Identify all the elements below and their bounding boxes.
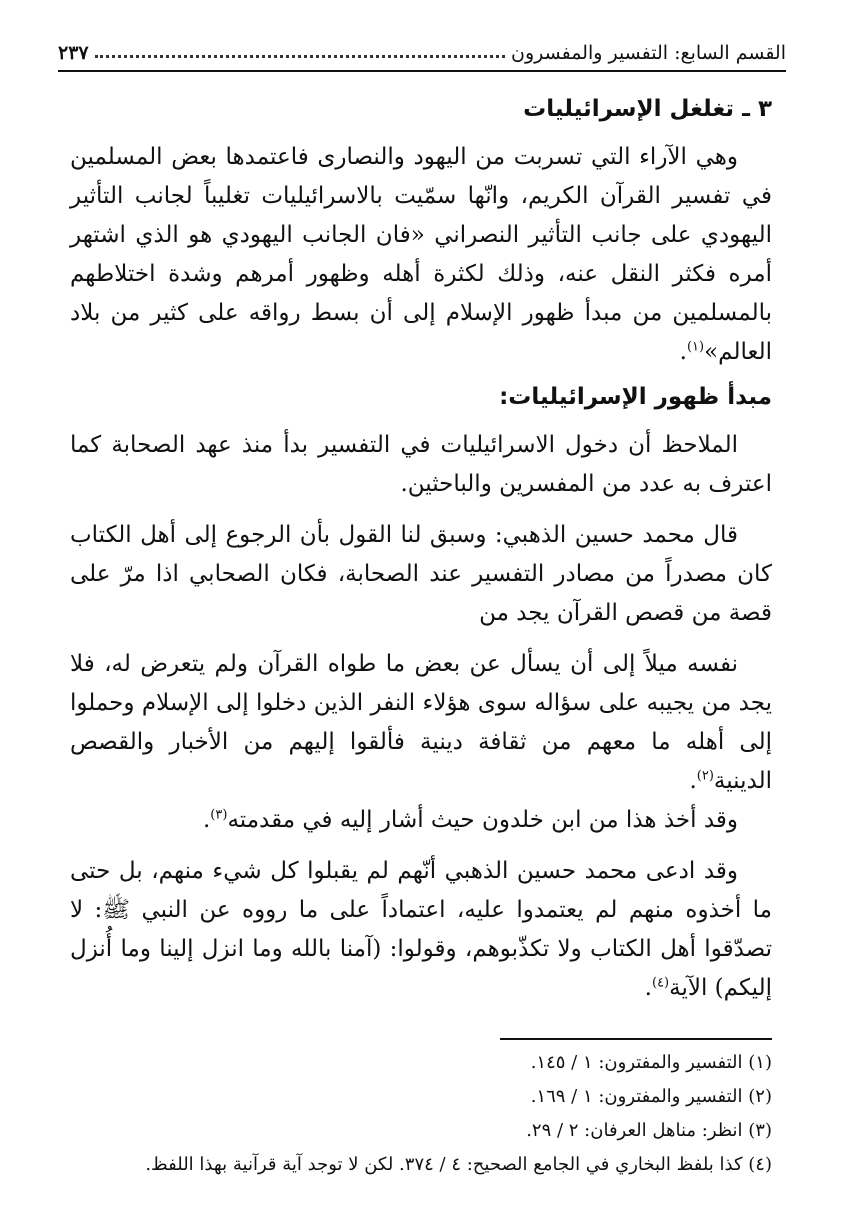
- paragraph-6: وقد ادعى محمد حسين الذهبي أنّهم لم يقبلوا كل شيء منهم، بل حتى ما أخذوه منهم لم يعتمدوا عليه، اعتماداً على ما رووه عن النبي ﷺ: لا تصدّقوا أهل الكتاب ولا تكذّبوهم، وقولوا: (آمنا بالله وما انزل إلينا وما أُنزل إليكم) الآية$^{(٤)}$.: [70, 858, 772, 1001]
- footnote-divider: [500, 1038, 772, 1040]
- footnote-ref-4: (٤): [651, 975, 670, 991]
- section-heading: ٣ ـ تغلغل الإسرائيليات: [523, 96, 772, 122]
- footnotes: [70, 1046, 772, 1182]
- paragraph-1: وهي الآراء التي تسربت من اليهود والنصارى فاعتمدها بعض المسلمين في تفسير القرآن الكريم، وانّها سمّيت بالاسرائيليات تغليباً لجانب التأثير اليهودي على جانب التأثير النصراني «فان الجانب اليهودي هو الذي اشتهر أمره فكثر النقل عنه، وذلك لكثرة أهله وظهور أمرهم وشدة اختلاطهم بالمسلمين من مبدأ ظهور الإسلام إلى أن بسط رواقه على كثير من بلاد العالم»$^{(١)}$.: [70, 144, 772, 365]
- paragraph-2: الملاحظ أن دخول الاسرائيليات في التفسير بدأ منذ عهد الصحابة كما اعترف به عدد من المفسرين والباحثين.: [70, 432, 772, 497]
- footnote-1: (١) التفسير والمفترون: ١ / ١٤٥.: [530, 1052, 772, 1073]
- paragraph-6-text: وقد ادعى محمد حسين الذهبي أنّهم لم يقبلوا كل شيء منهم، بل حتى ما أخذوه منهم لم يعتمدوا عليه، اعتماداً على ما رووه عن النبي ﷺ: لا تصدّقوا أهل الكتاب ولا تكذّبوهم، وقولوا: (آمنا بالله وما انزل إلينا وما أُنزل إليكم) الآية: [70, 858, 772, 1001]
- running-title: القسم السابع: التفسير والمفسرون: [511, 42, 786, 64]
- footnote-ref-3: (٣): [210, 807, 228, 823]
- page-number: ٢٣٧: [58, 42, 89, 64]
- footnote-4: (٤) كذا بلفظ البخاري في الجامع الصحيح: ٤ / ٣٧٤. لكن لا توجد آية قرآنية بهذا اللفظ.: [145, 1154, 772, 1175]
- paragraph-5: وقد أخذ هذا من ابن خلدون حيث أشار إليه في مقدمته$^{(٣)}$.: [202, 807, 738, 833]
- footnote-ref-2: (٢): [696, 768, 714, 784]
- header-divider: [58, 70, 786, 72]
- paragraph-4-text: نفسه ميلاً إلى أن يسأل عن بعض ما طواه القرآن ولم يتعرض له، فلا يجد من يجيبه على سؤاله سوى هؤلاء النفر الذين دخلوا إلى الإسلام وحملوا إلى أهله ما معهم من ثقافة دينية فألقوا إليهم من الأخبار والقصص الدينية: [70, 651, 772, 794]
- running-header: [58, 34, 786, 64]
- paragraph-5-text: وقد أخذ هذا من ابن خلدون حيث أشار إليه في مقدمته: [227, 807, 738, 833]
- footnote-ref-1: (١): [686, 339, 705, 355]
- page-body: [70, 88, 772, 1008]
- paragraph-1-text: وهي الآراء التي تسربت من اليهود والنصارى فاعتمدها بعض المسلمين في تفسير القرآن الكريم، وانّها سمّيت بالاسرائيليات تغليباً لجانب التأثير اليهودي على جانب التأثير النصراني «فان الجانب اليهودي هو الذي اشتهر أمره فكثر النقل عنه، وذلك لكثرة أهله وظهور أمرهم وشدة اختلاطهم بالمسلمين من مبدأ ظهور الإسلام إلى أن بسط رواقه على كثير من بلاد العالم»: [70, 144, 772, 365]
- dot-leader: [95, 55, 505, 58]
- footnote-2: (٢) التفسير والمفترون: ١ / ١٦٩.: [530, 1086, 772, 1107]
- footnote-3: (٣) انظر: مناهل العرفان: ٢ / ٢٩.: [526, 1120, 772, 1141]
- paragraph-3: قال محمد حسين الذهبي: وسبق لنا القول بأن الرجوع إلى أهل الكتاب كان مصدراً من مصادر التفسير عند الصحابة، فكان الصحابي اذا مرّ على قصة من قصص القرآن يجد من: [70, 522, 772, 626]
- paragraph-4: نفسه ميلاً إلى أن يسأل عن بعض ما طواه القرآن ولم يتعرض له، فلا يجد من يجيبه على سؤاله سوى هؤلاء النفر الذين دخلوا إلى الإسلام وحملوا إلى أهله ما معهم من ثقافة دينية فألقوا إليهم من الأخبار والقصص الدينية$^{(٢)}$.: [70, 651, 772, 794]
- subsection-heading: مبدأ ظهور الإسرائيليات:: [499, 384, 772, 410]
